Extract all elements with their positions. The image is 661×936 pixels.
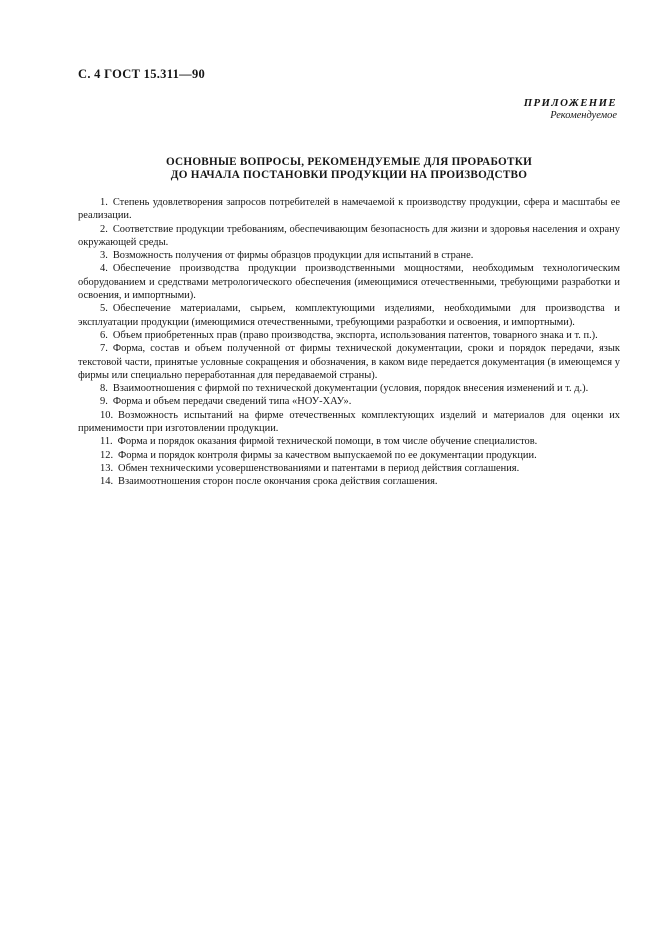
item-text: Форма и порядок контроля фирмы за качеством выпускаемой по ее документации продукции. [118,449,537,461]
list-item [78,409,620,436]
item-number: 6. [100,329,108,341]
list-item [78,249,620,262]
document-title [78,156,620,182]
item-text: Возможность получения от фирмы образцов продукции для испытаний в стране. [112,250,474,262]
item-number: 14. [100,476,114,488]
list-item [78,223,620,250]
item-number: 9. [100,396,108,408]
item-text: Форма и порядок оказания фирмой технической помощи, в том числе обучение специалистов. [117,436,538,448]
item-text: Обеспечение материалами, сырьем, комплектующими изделиями, необходимыми для производства и эксплуатации продукции (имеющимися отечественными, требующими разработки и освоения, и импортными). [78,303,620,328]
list-item [78,395,620,408]
item-number: 2. [100,223,108,235]
item-text: Форма, состав и объем полученной от фирмы технической документации, сроки и порядок передачи, язык текстовой части, принятые условные сокращения и обозначения, в каком виде передается документация (в имеющемся у фирмы или специально переработанная для передаваемой страны). [78,343,620,381]
item-text: Обеспечение производства продукции производственными мощностями, необходимым технологическим оборудованием и средствами метрологического обеспечения (имеющимися отечественными, требующими разработки и освоения, и импортными). [78,263,620,302]
list-item [78,196,620,223]
appendix-block [524,97,617,122]
list-item [78,342,620,382]
item-number: 12. [100,449,114,461]
numbered-list [78,196,620,489]
appendix-sublabel: Рекомендуемое [550,109,617,121]
appendix-label: ПРИЛОЖЕНИЕ [523,97,617,109]
item-number: 1. [100,197,108,208]
list-item [78,329,620,342]
document-title-line2: ДО НАЧАЛА ПОСТАНОВКИ ПРОДУКЦИИ НА ПРОИЗВОДСТВО [170,169,528,181]
item-text: Объем приобретенных прав (право производства, экспорта, использования патентов, товарного знака и т. п.). [112,329,598,341]
list-item [78,302,620,329]
item-number: 7. [100,343,108,355]
running-header-gost-number: С. 4 ГОСТ 15.311—90 [78,67,206,81]
item-number: 3. [100,250,108,262]
item-text: Взаимоотношения с фирмой по технической документации (условия, порядок внесения изменений и т. д.). [112,383,589,395]
item-text: Форма и объем передачи сведений типа «НОУ-ХАУ». [112,396,352,408]
list-item [78,449,620,462]
list-item [78,462,620,475]
item-text: Возможность испытаний на фирме отечественных комплектующих изделий и материалов для оценки их применимости при изготовлении продукции. [78,409,620,435]
item-number: 10. [100,409,114,421]
item-text: Обмен техническими усовершенствованиями и патентами в период действия соглашения. [118,462,520,474]
item-text: Соответствие продукции требованиям, обеспечивающим безопасность для жизни и здоровья населения и охрану окружающей среды. [78,223,620,248]
item-text: Взаимоотношения сторон после окончания срока действия соглашения. [118,476,438,488]
list-item [78,475,620,488]
list-item [78,435,620,448]
item-number: 13. [100,462,114,474]
list-item [78,262,620,302]
list-item [78,382,620,395]
document-title-line1: ОСНОВНЫЕ ВОПРОСЫ, РЕКОМЕНДУЕМЫЕ ДЛЯ ПРОРАБОТКИ [165,156,533,168]
item-number: 4. [100,263,108,275]
item-number: 11. [100,436,113,448]
item-number: 8. [100,383,108,395]
item-number: 5. [100,303,108,315]
item-text: Степень удовлетворения запросов потребителей в намечаемой к производству продукции, сфера и масштабы ее реализации. [78,197,620,222]
